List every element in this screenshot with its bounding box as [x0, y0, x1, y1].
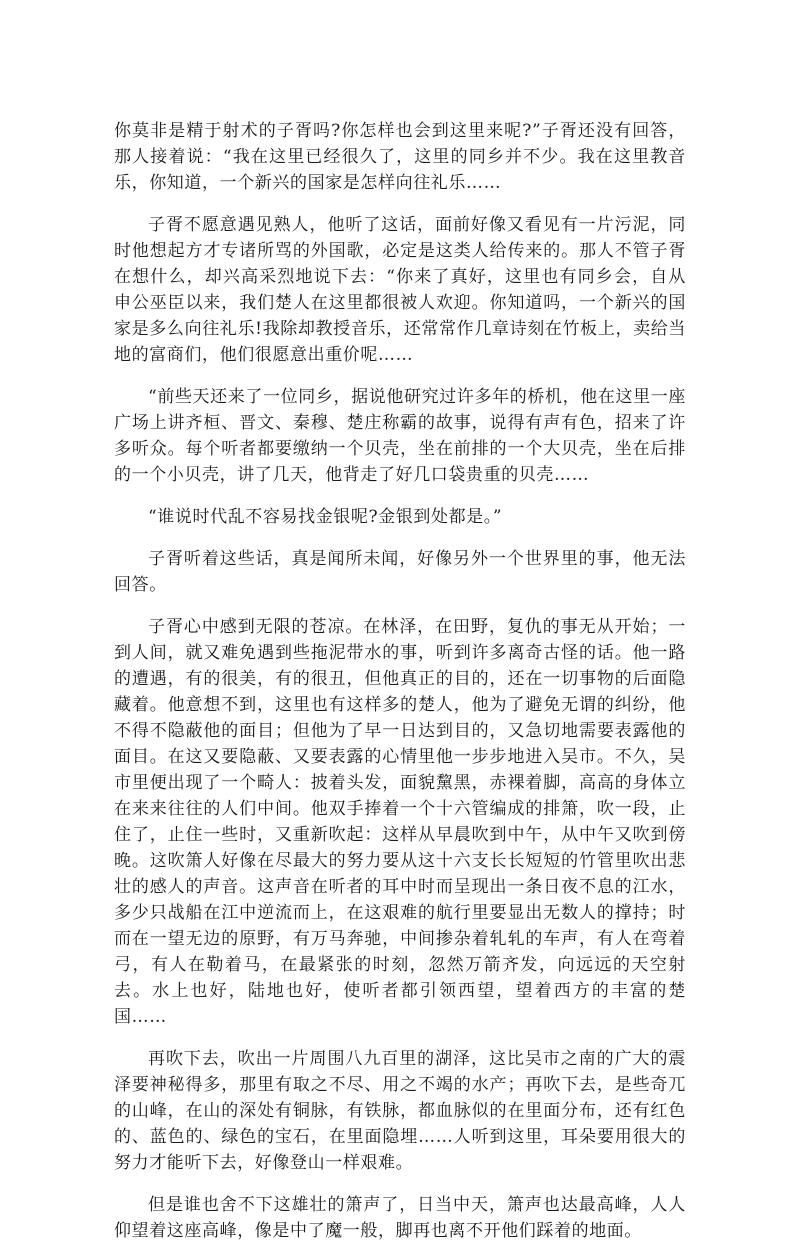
paragraph-1: 你莫非是精于射术的子胥吗?你怎样也会到这里来呢?”子胥还没有回答，那人接着说：“我在这里已经很久了，这里的同乡并不少。我在这里教音乐，你知道，一个新兴的国家是怎样向往礼乐…… — [114, 121, 686, 193]
paragraph-7: 再吹下去，吹出一片周围八九百里的湖泽，这比吴市之南的广大的震泽要神秘得多，那里有取之不尽、用之不竭的水产；再吹下去，是些奇兀的山峰，在山的深处有铜脉，有铁脉，都血脉似的在里面分布，还有红色的、蓝色的、绿色的宝石，在里面隐埋……人听到这里，耳朵要用很大的努力才能听下去，好像登山一样艰难。 — [114, 1049, 686, 1173]
document-body — [114, 118, 686, 1260]
paragraph-4: “谁说时代乱不容易找金银呢?金银到处都是。” — [148, 507, 503, 527]
paragraph-6: 子胥心中感到无限的苍凉。在林泽，在田野，复仇的事无从开始；一到人间，就又难免遇到些拖泥带水的事，听到许多离奇古怪的话。他一路的遭遇，有的很美，有的很丑，但他真正的目的，还在一切事物的后面隐藏着。他意想不到，这里也有这样多的楚人，他为了避免无谓的纠纷，他不得不隐蔽他的面目；但他为了早一日达到目的，又急切地需要表露他的面目。在这又要隐蔽、又要表露的心情里他一步步地进入吴市。不久，吴市里便出现了一个畸人：披着头发，面貌黧黑，赤裸着脚，高高的身体立在来来往往的人们中间。他双手捧着一个十六管编成的排箫，吹一段，止住了，止住一些时，又重新吹起：这样从早晨吹到中午，从中午又吹到傍晚。这吹箫人好像在尽最大的努力要从这十六支长长短短的竹管里吹出悲壮的感人的声音。这声音在听者的耳中时而呈现出一条日夜不息的江水，多少只战船在江中逆流而上，在这艰难的航行里要显出无数人的撑持；时而在一望无边的原野，有万马奔驰，中间掺杂着轧轧的车声，有人在弯着弓，有人在勒着马，在最紧张的时刻，忽然万箭齐发，向远远的天空射去。水上也好，陆地也好，使听者都引领西望，望着西方的丰富的楚国…… — [114, 617, 686, 1027]
paragraph-8: 但是谁也舍不下这雄壮的箫声了，日当中天，箫声也达最高峰，人人仰望着这座高峰，像是中了魔一般，脚再也离不开他们踩着的地面。 — [114, 1195, 686, 1241]
paragraph-2: 子胥不愿意遇见熟人，他听了这话，面前好像又看见有一片污泥，同时他想起方才专诸所骂的外国歌，必定是这类人给传来的。那人不管子胥在想什么，却兴高采烈地说下去：“你来了真好，这里也有同乡会，自从申公巫臣以来，我们楚人在这里都很被人欢迎。你知道吗，一个新兴的国家是多么向往礼乐!我除却教授音乐，还常常作几章诗刻在竹板上，卖给当地的富商们，他们很愿意出重价呢…… — [114, 215, 686, 365]
paragraph-5: 子胥听着这些话，真是闻所未闻，好像另外一个世界里的事，他无法回答。 — [114, 549, 686, 595]
paragraph-3: “前些天还来了一位同乡，据说他研究过许多年的桥机，他在这里一座广场上讲齐桓、晋文、秦穆、楚庄称霸的故事，说得有声有色，招来了许多听众。每个听者都要缴纳一个贝壳，坐在前排的一个大贝壳，坐在后排的一个小贝壳，讲了几天，他背走了好几口袋贵重的贝壳…… — [114, 387, 686, 485]
